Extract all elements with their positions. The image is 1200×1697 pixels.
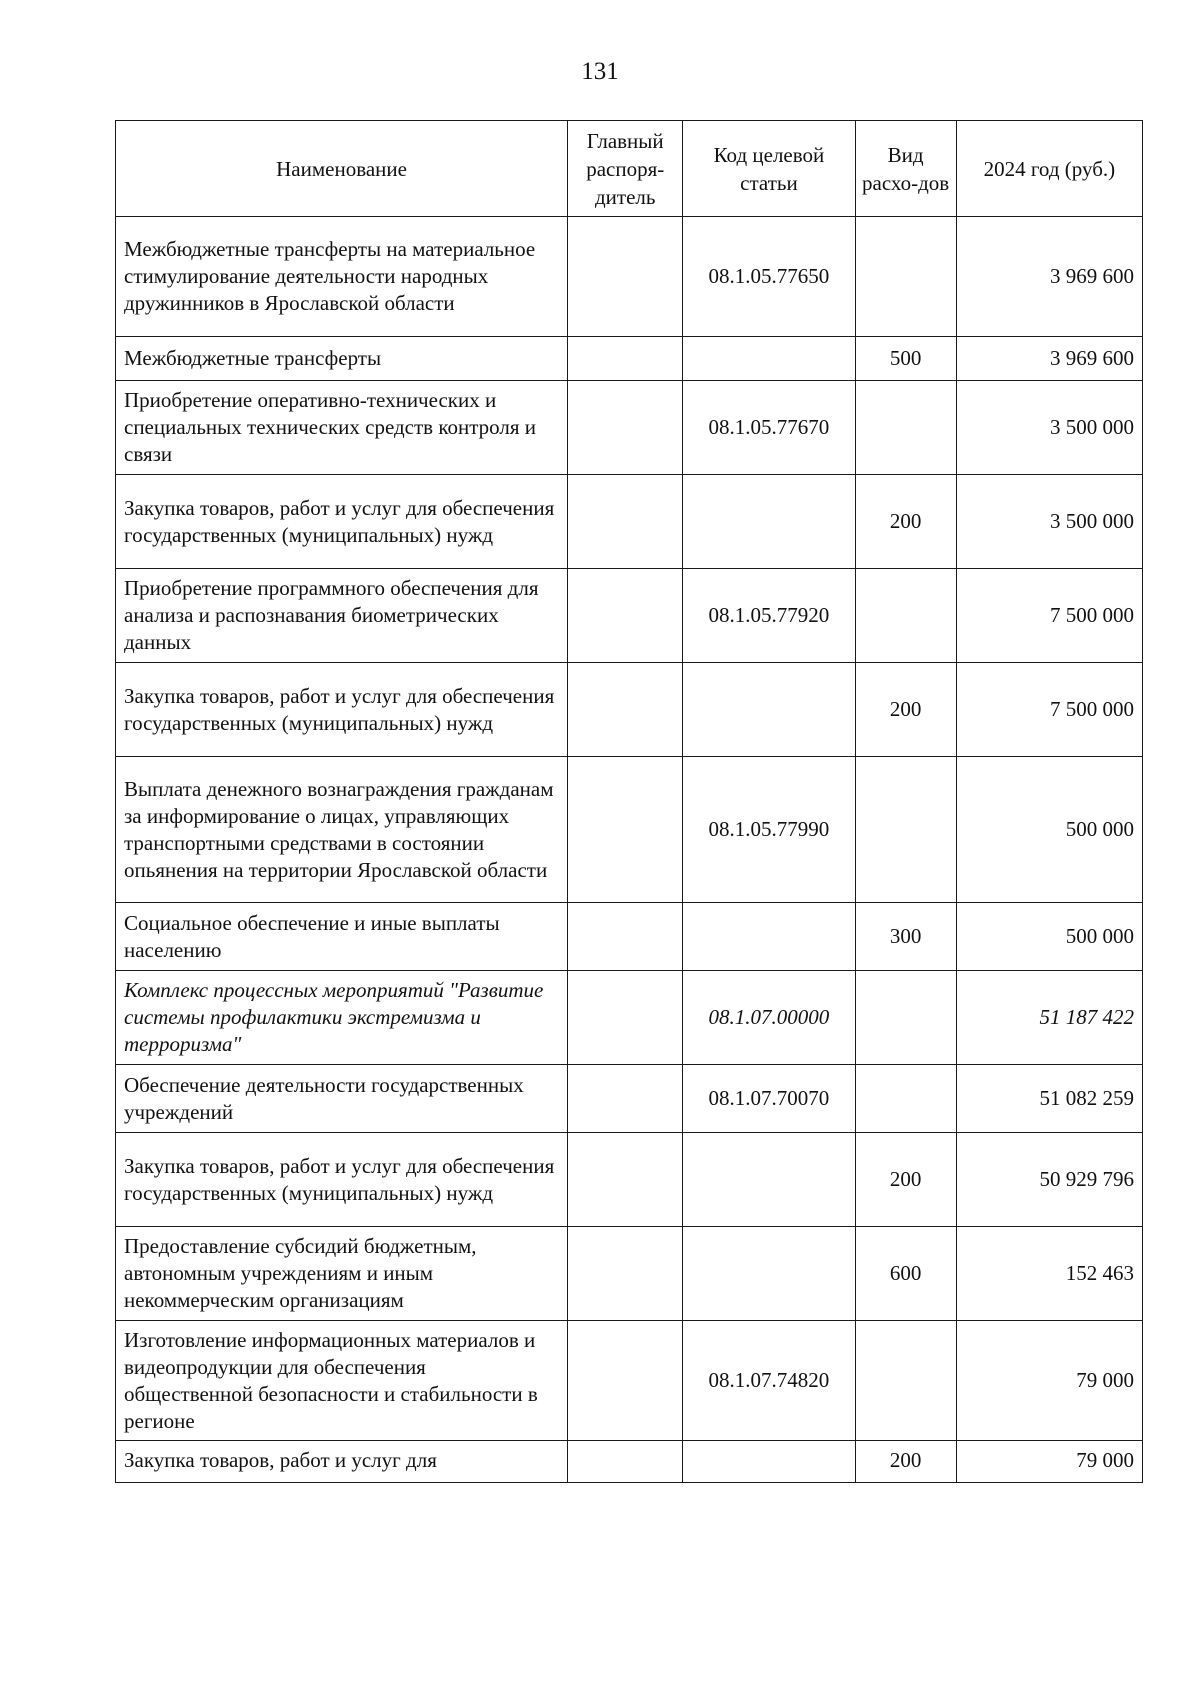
row-name: Межбюджетные трансферты — [116, 337, 568, 381]
row-amount: 7 500 000 — [956, 569, 1142, 663]
row-code — [683, 903, 855, 971]
row-code — [683, 1227, 855, 1321]
row-name: Закупка товаров, работ и услуг для обеспечения государственных (муниципальных) нужд — [116, 475, 568, 569]
row-name: Обеспечение деятельности государственных учреждений — [116, 1065, 568, 1133]
table-row — [116, 337, 1143, 381]
row-name: Комплекс процессных мероприятий "Развитие системы профилактики экстремизма и терроризма" — [116, 971, 568, 1065]
row-code — [683, 663, 855, 757]
row-amount: 7 500 000 — [956, 663, 1142, 757]
row-expense-type: 600 — [855, 1227, 956, 1321]
row-name: Закупка товаров, работ и услуг для — [116, 1441, 568, 1483]
row-admin — [568, 663, 683, 757]
row-admin — [568, 569, 683, 663]
row-expense-type — [855, 1321, 956, 1441]
header-admin: Главный распоря-дитель — [568, 121, 683, 217]
row-amount: 500 000 — [956, 903, 1142, 971]
row-expense-type: 200 — [855, 1133, 956, 1227]
row-name: Межбюджетные трансферты на материальное стимулирование деятельности народных дружинников в Ярославской области — [116, 217, 568, 337]
row-expense-type: 200 — [855, 475, 956, 569]
row-code — [683, 1441, 855, 1483]
row-code — [683, 337, 855, 381]
row-code — [683, 475, 855, 569]
row-expense-type — [855, 381, 956, 475]
row-expense-type — [855, 1065, 956, 1133]
table-row — [116, 217, 1143, 337]
header-name: Наименование — [116, 121, 568, 217]
table-row — [116, 757, 1143, 903]
row-admin — [568, 1321, 683, 1441]
row-amount: 500 000 — [956, 757, 1142, 903]
row-code — [683, 1133, 855, 1227]
row-code: 08.1.07.00000 — [683, 971, 855, 1065]
row-code: 08.1.05.77990 — [683, 757, 855, 903]
table-row — [116, 903, 1143, 971]
row-amount: 3 500 000 — [956, 475, 1142, 569]
row-admin — [568, 217, 683, 337]
row-amount: 3 969 600 — [956, 217, 1142, 337]
row-amount: 152 463 — [956, 1227, 1142, 1321]
row-code: 08.1.05.77670 — [683, 381, 855, 475]
row-code: 08.1.07.74820 — [683, 1321, 855, 1441]
row-admin — [568, 971, 683, 1065]
table-row — [116, 475, 1143, 569]
row-amount: 51 187 422 — [956, 971, 1142, 1065]
row-amount: 3 969 600 — [956, 337, 1142, 381]
row-admin — [568, 337, 683, 381]
page-number: 131 — [581, 58, 619, 85]
row-amount: 79 000 — [956, 1441, 1142, 1483]
row-expense-type: 200 — [855, 1441, 956, 1483]
row-admin — [568, 1227, 683, 1321]
row-admin — [568, 475, 683, 569]
row-admin — [568, 1441, 683, 1483]
row-name: Приобретение оперативно-технических и специальных технических средств контроля и связи — [116, 381, 568, 475]
row-amount: 79 000 — [956, 1321, 1142, 1441]
budget-table — [115, 120, 1143, 1483]
row-name: Выплата денежного вознаграждения гражданам за информирование о лицах, управляющих транспортными средствами в состоянии опьянения на территории Ярославской области — [116, 757, 568, 903]
row-expense-type: 500 — [855, 337, 956, 381]
row-amount: 51 082 259 — [956, 1065, 1142, 1133]
row-expense-type: 300 — [855, 903, 956, 971]
row-expense-type: 200 — [855, 663, 956, 757]
row-amount: 50 929 796 — [956, 1133, 1142, 1227]
row-name: Изготовление информационных материалов и видеопродукции для обеспечения общественной безопасности и стабильности в регионе — [116, 1321, 568, 1441]
row-expense-type — [855, 757, 956, 903]
row-code: 08.1.07.70070 — [683, 1065, 855, 1133]
row-code: 08.1.05.77920 — [683, 569, 855, 663]
table-row — [116, 663, 1143, 757]
row-name: Предоставление субсидий бюджетным, автономным учреждениям и иным некоммерческим организациям — [116, 1227, 568, 1321]
row-name: Приобретение программного обеспечения для анализа и распознавания биометрических данных — [116, 569, 568, 663]
row-admin — [568, 1065, 683, 1133]
table-row — [116, 381, 1143, 475]
table-row — [116, 1321, 1143, 1441]
table-row — [116, 971, 1143, 1065]
row-name: Закупка товаров, работ и услуг для обеспечения государственных (муниципальных) нужд — [116, 663, 568, 757]
row-expense-type — [855, 569, 956, 663]
row-name: Закупка товаров, работ и услуг для обеспечения государственных (муниципальных) нужд — [116, 1133, 568, 1227]
table-row — [116, 1227, 1143, 1321]
table-row — [116, 569, 1143, 663]
row-admin — [568, 381, 683, 475]
row-expense-type — [855, 971, 956, 1065]
row-name: Социальное обеспечение и иные выплаты населению — [116, 903, 568, 971]
row-admin — [568, 903, 683, 971]
table-row — [116, 1133, 1143, 1227]
table-row — [116, 1441, 1143, 1483]
row-amount: 3 500 000 — [956, 381, 1142, 475]
header-code: Код целевой статьи — [683, 121, 855, 217]
row-code: 08.1.05.77650 — [683, 217, 855, 337]
header-amount: 2024 год (руб.) — [956, 121, 1142, 217]
row-admin — [568, 1133, 683, 1227]
row-expense-type — [855, 217, 956, 337]
table-header-row — [116, 121, 1143, 217]
table-row — [116, 1065, 1143, 1133]
row-admin — [568, 757, 683, 903]
header-type: Вид расхо-дов — [855, 121, 956, 217]
